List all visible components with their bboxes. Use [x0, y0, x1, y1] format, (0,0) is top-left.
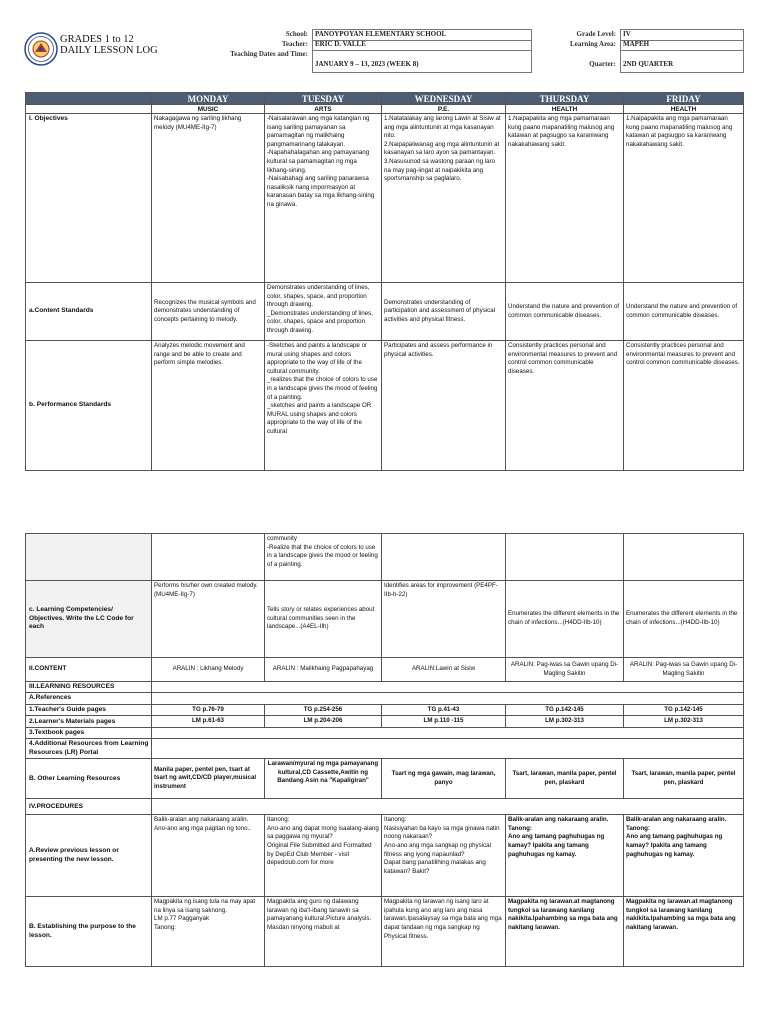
textbook-pages-label: 3.Textbook pages: [26, 728, 152, 739]
procedures-row: [152, 799, 744, 815]
lm-thursday: LM p.302-313: [506, 716, 624, 728]
grade-level-value: IV: [623, 30, 631, 38]
title-line-1: GRADES 1 to 12: [60, 34, 134, 45]
school-value: PANOYPOYAN ELEMENTARY SCHOOL: [315, 30, 447, 38]
review-wednesday: Itanong: Nasisiyahan ba kayo sa mga ginawa natin noong nakaraan? Ano-ano ang mga sangkap ng physical fitness ang iyong napaunlad? Dapat bang panatilihing malakas ang katawan? Bakit?: [382, 815, 506, 897]
lm-tuesday: LM p.204-206: [265, 716, 382, 728]
other-resources-tuesday: Larawan/myural ng mga pamayanang kultural,CD Cassette,Awitin ng Bandang Asin na "Kapaligiran": [265, 759, 382, 799]
day-header-monday: MONDAY: [152, 93, 265, 105]
lm-wednesday: LM p.110 -115: [382, 716, 506, 728]
other-resources-monday: Manila paper, pentel pen, tsart at tsart ng awit,CD/CD player,musical instrument: [152, 759, 265, 799]
day-header-tuesday: TUESDAY: [265, 93, 382, 105]
learning-resources-label: III.LEARNING RESOURCES: [26, 682, 152, 693]
objectives-thursday: 1.Naipapakita ang mga pamamaraan kung paano mapanatiling malusog ang katawan at pagsugpo sa karaniwang nakakahawang sakit.: [506, 114, 624, 283]
subject-monday: MUSIC: [152, 105, 265, 114]
school-label: School:: [285, 30, 308, 38]
tg-wednesday: TG p.41-43: [382, 704, 506, 716]
content-standards-tuesday: Demonstrates understanding of lines, color, shapes, space, and proportion through drawing. _Demonstrates understanding of lines, color, shapes, space and proportion through drawing.: [265, 283, 382, 341]
purpose-monday: Magpakita ng isang tula na may apat na linya sa isang saknong. LM p.77 Pagganyak Tanong:: [152, 897, 265, 967]
additional-resources-row: [152, 739, 744, 759]
content-friday: ARALIN: Pag-iwas sa Gawin upang Di-Magling Sakitin: [624, 658, 744, 682]
content-standards-friday: Understand the nature and prevention of common communicable diseases.: [624, 283, 744, 341]
competency-friday: Enumerates the different elements in the chain of infections...(H4DD-IIb-10): [624, 581, 744, 658]
objectives-label: I. Objectives: [26, 114, 152, 283]
teachers-guide-label: 1.Teacher's Guide pages: [26, 704, 152, 716]
subject-friday: HEALTH: [624, 105, 744, 114]
continuation-friday: [624, 534, 744, 581]
objectives-friday: 1.Naipapakita ang mga pamamaraan kung paano mapanatiling malusog ang katawan at pagsugpo sa karaniwang nakakahawang sakit.: [624, 114, 744, 283]
purpose-wednesday: Magpakita ng larawan ng isang laro at ipahula kung ano ang laro ang nasa larawan.Ipasalaysay sa mga bata ang mga dapat tandaan ng mga sangkap ng Physical fitness.: [382, 897, 506, 967]
establishing-purpose-label: B. Establishing the purpose to the lesson.: [26, 897, 152, 967]
day-header-friday: FRIDAY: [624, 93, 744, 105]
other-resources-wednesday: Tsart ng mga gawain, mag larawan, panyo: [382, 759, 506, 799]
continuation-tuesday: community -Realize that the choice of colors to use in a landscape gives the mood or feeling of a painting.: [265, 534, 382, 581]
teaching-dates-value: JANUARY 9 – 13, 2023 (WEEK 8): [315, 60, 419, 68]
other-resources-label: B. Other Learning Resources: [26, 759, 152, 799]
learners-materials-label: 2.Learner's Materials pages: [26, 716, 152, 728]
tg-friday: TG p.142-145: [624, 704, 744, 716]
teacher-value: ERIC D. VALLE: [315, 40, 366, 48]
references-row: [152, 693, 744, 704]
continuation-thursday: [506, 534, 624, 581]
day-header-blank: [26, 93, 152, 105]
lesson-table-page-2: [25, 533, 744, 967]
additional-resources-label: 4.Additional Resources from Learning Resources (LR) Portal: [26, 739, 152, 759]
review-monday: Balik-aralan ang nakaraang aralin. Ano-ano ang mga pagitan ng tono..: [152, 815, 265, 897]
performance-standards-wednesday: Participates and assess performance in physical activities.: [382, 341, 506, 471]
subject-tuesday: ARTS: [265, 105, 382, 114]
objectives-monday: Nakagagawa ng sariling likhang melody (MU4ME-IIg-7): [152, 114, 265, 283]
lm-monday: LM p.61-63: [152, 716, 265, 728]
review-thursday: Balik-aralan ang nakaraang aralin. Tanong: Ano ang tamang paghuhugas ng kamay? Ipakita ang tamang paghuhugas ng kamay.: [506, 815, 624, 897]
tg-thursday: TG p.142-145: [506, 704, 624, 716]
content-wednesday: ARALIN:Lawin at Sisiw: [382, 658, 506, 682]
learning-area-label: Learning Area:: [570, 40, 616, 48]
content-standards-label: a.Content Standards: [26, 283, 152, 341]
content-standards-monday: Recognizes the musical symbols and demonstrates understanding of concepts pertaining to melody.: [152, 283, 265, 341]
content-standards-wednesday: Demonstrates understanding of participation and assessment of physical activities and physical fitness.: [382, 283, 506, 341]
references-label: A.References: [26, 693, 152, 704]
continuation-label: [26, 534, 152, 581]
competency-thursday: Enumerates the different elements in the chain of infections...(H4DD-IIb-10): [506, 581, 624, 658]
lesson-table-page-1: [25, 92, 744, 471]
performance-standards-monday: Analyzes melodic movement and range and be able to create and perform simple melodies.: [152, 341, 265, 471]
purpose-tuesday: Magpakita ang guro ng dalawang larawan ng iba't-ibang tanawin sa pamayanang kultural.Picture analysis. Masdan ninyong mabuti at: [265, 897, 382, 967]
purpose-friday: Magpakita ng larawan.at magtanong tungkol sa larawang kanilang nakikita.Ipahambing sa mga bata ang nakitang larawan.: [624, 897, 744, 967]
tg-monday: TG p.76-79: [152, 704, 265, 716]
other-resources-thursday: Tsart, larawan, manila paper, pentel pen, plaskard: [506, 759, 624, 799]
competency-tuesday: Tells story or relates experiences about cultural communities seen in the landscape...(A4EL-IIh): [265, 581, 382, 658]
teacher-label: Teacher:: [281, 40, 308, 48]
content-thursday: ARALIN: Pag-iwas sa Gawin upang Di-Magling Sakitin: [506, 658, 624, 682]
performance-standards-thursday: Consistently practices personal and environmental measures to prevent and control common communicable diseases.: [506, 341, 624, 471]
objectives-tuesday: -Naisalarawan ang mga katangian ng isang sariling pamayanan sa pamamagitan ng malikhaing pangmamarinang talakayan. -Napahahalagahan ang pamayanang kultural sa pamamagitan ng mga likhang-sining. -Naisabahagi ang sariling panarawsa nasaliksik nang impormasyon at karanasan batay sa mga likhang-sining na ginawa.: [265, 114, 382, 283]
review-lesson-label: A.Review previous lesson or presenting the new lesson.: [26, 815, 152, 897]
competency-wednesday: Identifies areas for improvement (PE4PF-IIb-h-22): [382, 581, 506, 658]
learning-area-value: MAPEH: [623, 40, 650, 48]
other-resources-friday: Tsart, larawan, manila paper, pentel pen, plaskard: [624, 759, 744, 799]
quarter-label: Quarter:: [589, 60, 616, 68]
grade-level-label: Grade Level:: [576, 30, 616, 38]
subject-thursday: HEALTH: [506, 105, 624, 114]
day-header-wednesday: WEDNESDAY: [382, 93, 506, 105]
content-monday: ARALIN : Likhang Melody: [152, 658, 265, 682]
purpose-thursday: Magpakita ng larawan.at magtanong tungkol sa larawang kanilang nakikita.Ipahambing sa mga bata ang nakitang larawan.: [506, 897, 624, 967]
tg-tuesday: TG p.254-256: [265, 704, 382, 716]
review-friday: Balik-aralan ang nakaraang aralin. Tanong: Ano ang tamang paghuhugas ng kamay? Ipakita ang tamang paghuhugas ng kamay.: [624, 815, 744, 897]
performance-standards-label: b. Performance Standards: [26, 341, 152, 471]
quarter-value: 2ND QUARTER: [623, 60, 674, 68]
continuation-wednesday: [382, 534, 506, 581]
title-line-2: DAILY LESSON LOG: [60, 45, 158, 56]
textbook-pages-row: [152, 728, 744, 739]
content-tuesday: ARALIN : Malikhaing Pagpapahayag: [265, 658, 382, 682]
document-title: [60, 34, 158, 56]
deped-seal-logo: [24, 32, 58, 66]
subject-wednesday: P.E.: [382, 105, 506, 114]
continuation-monday: [152, 534, 265, 581]
subject-header-blank: [26, 105, 152, 114]
lm-friday: LM p.302-313: [624, 716, 744, 728]
objectives-wednesday: 1.Natatalakay ang larong Lawin at Sisiw at ang mga alintuntunin at mga kasanayan nito. 2.Naipapaliwanag ang mga alintuntunin at kasanayan sa laro ayon sa pamantayan. 3.Nasusunod sa wastong paraan ng laro na may pag-iingat at naipakikita ang sportsmanship sa paglalaro.: [382, 114, 506, 283]
review-tuesday: Itanong: Ano-ano ang dapat mong isaalang-alang sa paggawa ng myural? Original File Submitted and Formatted by DepEd Club Member - visit depedclub.com for more: [265, 815, 382, 897]
day-header-thursday: THURSDAY: [506, 93, 624, 105]
competency-monday: Performs his/her own created melody. (MU4ME-IIg-7): [152, 581, 265, 658]
teaching-dates-label: Teaching Dates and Time:: [230, 50, 308, 58]
performance-standards-friday: Consistently practices personal and environmental measures to prevent and control common communicable diseases.: [624, 341, 744, 471]
performance-standards-tuesday: -Sketches and paints a landscape or mural using shapes and colors appropriate to the way of life of the cultural community. _realizes that the choice of colors to use in a landscape gives the mood of feeling of a painting. _sketches and paints a landscape OR MURAL using shapes and colors appropriate to the way of life of the cultural: [265, 341, 382, 471]
learning-competencies-label: c. Learning Competencies/ Objectives. Write the LC Code for each: [26, 581, 152, 658]
procedures-label: IV.PROCEDURES: [26, 799, 152, 815]
content-standards-thursday: Understand the nature and prevention of common communicable diseases.: [506, 283, 624, 341]
learning-resources-row: [152, 682, 744, 693]
content-label: II.CONTENT: [26, 658, 152, 682]
